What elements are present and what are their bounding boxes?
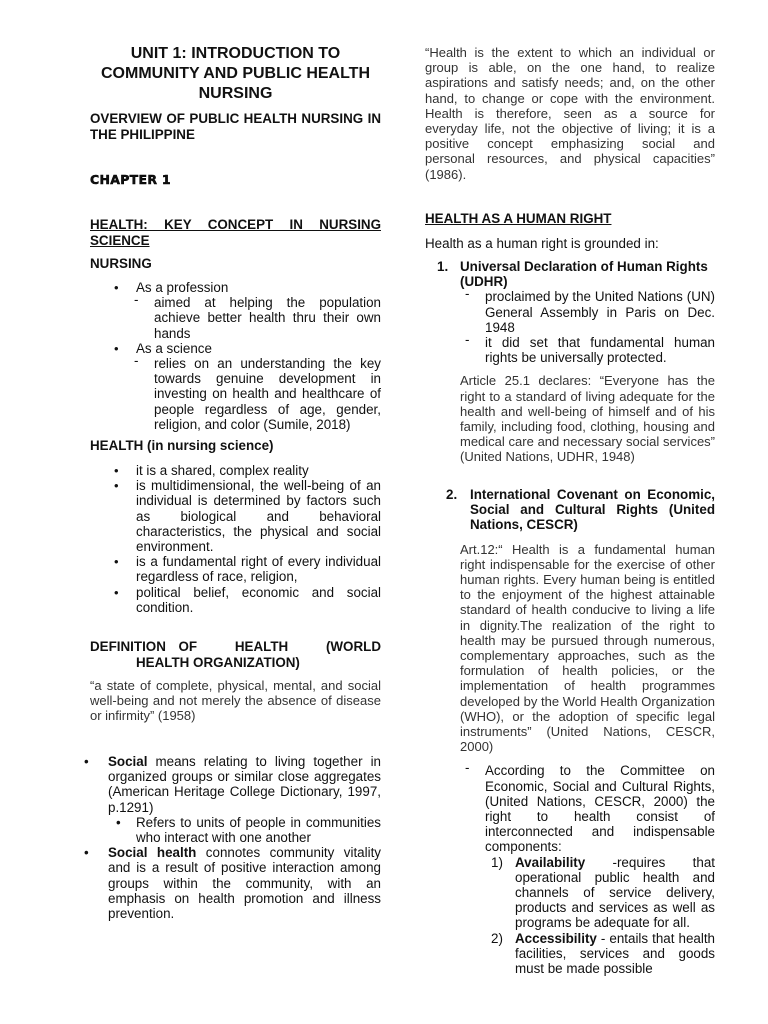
- quote-line: Health is therefore, seen as a source for: [425, 105, 715, 121]
- icescr-article: Art.12:“ Health is a fundamental human right indispensable for the exercise of other human rights. Every human being is entitled to the enjoyment of the highest attainable standard of health conducive to living a life in dignity.The realization of the right to health may be pursued through numerous, complementary approaches, such as the formulation of health policies, or the implementation of health programmes developed by the World Health Organization (WHO), or the adoption of specific legal instruments” (United Nations, CESCR, 2000): [460, 541, 715, 755]
- list-number: 1.: [437, 259, 449, 274]
- list-item: • is multidimensional, the well-being of an individual is determined by factors such as biological and behavioral characteristics, the physical and social environment.: [90, 478, 381, 554]
- who-quote: “a state of complete, physical, mental, and social well-being and not merely the absence of disease or infirmity” (1958): [90, 678, 381, 724]
- list-number: 2): [491, 930, 503, 946]
- quote-line: hand, to change or cope with the environment.: [425, 90, 715, 106]
- list-item: - relies on an understanding the key towards genuine development in investing on health and healthcare of people regardless of age, gender, religion, and color (Sumile, 2018): [90, 356, 381, 432]
- quote-line: aspirations and satisfy needs; and, on the other: [425, 75, 715, 91]
- icescr-heading: 2. International Covenant on Economic, Social and Cultural Rights (United Nations, CESCR): [446, 487, 715, 533]
- page-title: UNIT 1: INTRODUCTION TO COMMUNITY AND PUBLIC HEALTH NURSING: [100, 45, 371, 102]
- udhr-article: Article 25.1 declares: “Everyone has the right to a standard of living adequate for the health and well-being of himself and of his family, including food, clothing, housing and medical care and necessary social services” (United Nations, UDHR, 1948): [460, 373, 715, 465]
- who-heading: [90, 639, 381, 670]
- quote-line: personal resources, and physical capacities”: [425, 151, 715, 167]
- list-item: • As a profession: [90, 280, 381, 295]
- list-item: • is a fundamental right of every individual regardless of race, religion,: [90, 554, 381, 584]
- bullet: •: [84, 754, 89, 769]
- bullet: •: [84, 845, 89, 861]
- quote-line: positive concept emphasizing social and: [425, 136, 715, 152]
- social-list: [84, 754, 381, 922]
- quote-line: group is able, on the one hand, to realize: [425, 60, 715, 76]
- nursing-heading: NURSING: [90, 256, 152, 271]
- bullet: •: [116, 814, 121, 830]
- udhr-section: [425, 259, 715, 465]
- human-right-intro: Health as a human right is grounded in:: [425, 236, 659, 251]
- nursing-list: [90, 280, 381, 432]
- key-concept-heading: HEALTH: KEY CONCEPT IN NURSING SCIENCE: [90, 217, 381, 248]
- list-item: • As a science: [90, 341, 381, 356]
- list-item: • Social health connotes community vitality and is a result of positive interaction among groups within the community, with an emphasis on health promotion and illness prevention.: [84, 845, 381, 922]
- icescr-section: [425, 487, 715, 976]
- list-item: • political belief, economic and social condition.: [90, 585, 381, 615]
- chapter-heading: CHAPTER 1: [90, 172, 171, 187]
- quote-line: “Health is the extent to which an individual or: [425, 45, 715, 60]
- list-item: • Social means relating to living together in organized groups or similar close aggregates (American Heritage College Dictionary, 1997, p.1291): [84, 754, 381, 815]
- human-right-heading: HEALTH AS A HUMAN RIGHT: [425, 211, 612, 226]
- who-heading-line: DEFINITION OF HEALTH (WORLD: [90, 639, 381, 654]
- list-number: 2.: [446, 487, 458, 502]
- health-heading: HEALTH (in nursing science): [90, 438, 274, 453]
- who-heading-line: HEALTH ORGANIZATION): [136, 654, 300, 670]
- component-item: 1) Availability -requires that operational public health and channels of service delivery, products and services as well as programs be adequate for all.: [491, 854, 715, 931]
- health-list: [90, 463, 381, 615]
- quote-line: everyday life, not the objective of living; it is a: [425, 121, 715, 137]
- dash: -: [465, 286, 470, 302]
- dash: -: [465, 332, 470, 348]
- component-item: 2) Accessibility - entails that health facilities, services and goods must be made possible: [491, 930, 715, 977]
- list-item: - proclaimed by the United Nations (UN) General Assembly in Paris on Dec. 1948: [465, 286, 715, 335]
- list-item: - it did set that fundamental human rights be universally protected.: [465, 332, 715, 366]
- list-item: • it is a shared, complex reality: [90, 463, 381, 478]
- list-item: - aimed at helping the population achieve better health thru their own hands: [90, 295, 381, 341]
- udhr-heading: 1. Universal Declaration of Human Rights (UDHR): [437, 259, 708, 290]
- health-quote: [425, 45, 715, 182]
- dash: -: [465, 760, 470, 776]
- overview-heading: OVERVIEW OF PUBLIC HEALTH NURSING IN THE PHILIPPINE: [90, 111, 381, 142]
- list-item: • Refers to units of people in communities who interact with one another: [116, 814, 381, 846]
- list-number: 1): [491, 854, 503, 870]
- quote-line: (1986).: [425, 166, 467, 182]
- committee-item: - According to the Committee on Economic, Social and Cultural Rights, (United Nations, CESCR, 2000) the right to health consist of interconnected and indispensable components:: [465, 760, 715, 855]
